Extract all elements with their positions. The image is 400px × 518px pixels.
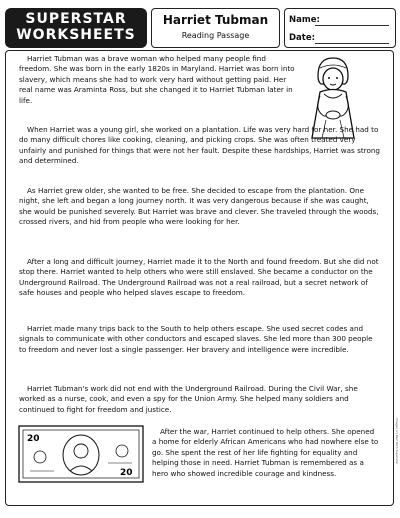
- name-label: Name:: [289, 15, 320, 25]
- title-box: [151, 8, 280, 48]
- twenty-dollar-bill-illustration: [18, 425, 144, 483]
- date-field[interactable]: [315, 43, 389, 44]
- passage-paragraph-2: When Harriet was a young girl, she worked on a plantation. Life was very hard for her. She had to do many difficult chores like cooking, cleaning, and picking crops. She was often treated very unfairly and punished for things that were not her fault. Despite these hardships, Harriet was strong and determined.: [19, 125, 380, 166]
- name-field[interactable]: [315, 25, 389, 26]
- passage-paragraph-4: After a long and difficult journey, Harriet made it to the North and found freedom. But she did not stop there. Harriet wanted to help others who were still enslaved. She became a conductor on the Underground Railroad. The Underground Railroad was not a real railroad, but a secret network of safe houses and people who helped slaves escape to freedom.: [19, 257, 379, 298]
- name-date-box: [284, 8, 396, 48]
- passage-paragraph-3: As Harriet grew older, she wanted to be free. She decided to escape from the plantation. One night, she left and began a long journey north. It was very dangerous because if she was caught, she would be punished severely. But Harriet was brave and clever. She traveled through the woods, crossed rivers, and hid from people who were looking for her.: [19, 186, 379, 227]
- superstar-worksheets-logo: [5, 8, 147, 48]
- page-title: Harriet Tubman: [162, 13, 269, 27]
- bill-value-bottom-right: 20: [120, 468, 133, 478]
- image-credit: Images (c) Pam Rich Superstar: [395, 418, 399, 465]
- date-label: Date:: [289, 33, 316, 43]
- bill-value-top-left: 20: [27, 434, 40, 444]
- passage-paragraph-6: Harriet Tubman's work did not end with the Underground Railroad. During the Civil War, she worked as a nurse, cook, and even a spy for the Union Army. She helped many soldiers and continued to fight for freedom and justice.: [19, 384, 358, 414]
- passage-paragraph-5: Harriet made many trips back to the South to help others escape. She used secret codes and signals to communicate with other conductors and escaped slaves. She led more than 300 people to freedom and never lost a single passenger. Her bravery and intelligence were incredible.: [19, 324, 373, 354]
- passage-paragraph-1: Harriet Tubman was a brave woman who helped many people find freedom. She was born in the early 1820s in Maryland. Harriet was born into slavery, which means she had to work very hard without getting paid. Her real name was Araminta Ross, but she changed it to Harriet Tubman later in life.: [19, 54, 295, 105]
- page-subtitle: Reading Passage: [181, 31, 250, 40]
- logo-line-1: SUPERSTAR: [25, 11, 127, 27]
- passage-paragraph-7: After the war, Harriet continued to help others. She opened a home for elderly African Americans who had nowhere else to go. She spent the rest of her life fighting for equality and helping those in need. Harriet Tubman is remembered as a hero who showed incredible courage and kindness.: [152, 427, 379, 478]
- logo-line-2: WORKSHEETS: [16, 27, 136, 43]
